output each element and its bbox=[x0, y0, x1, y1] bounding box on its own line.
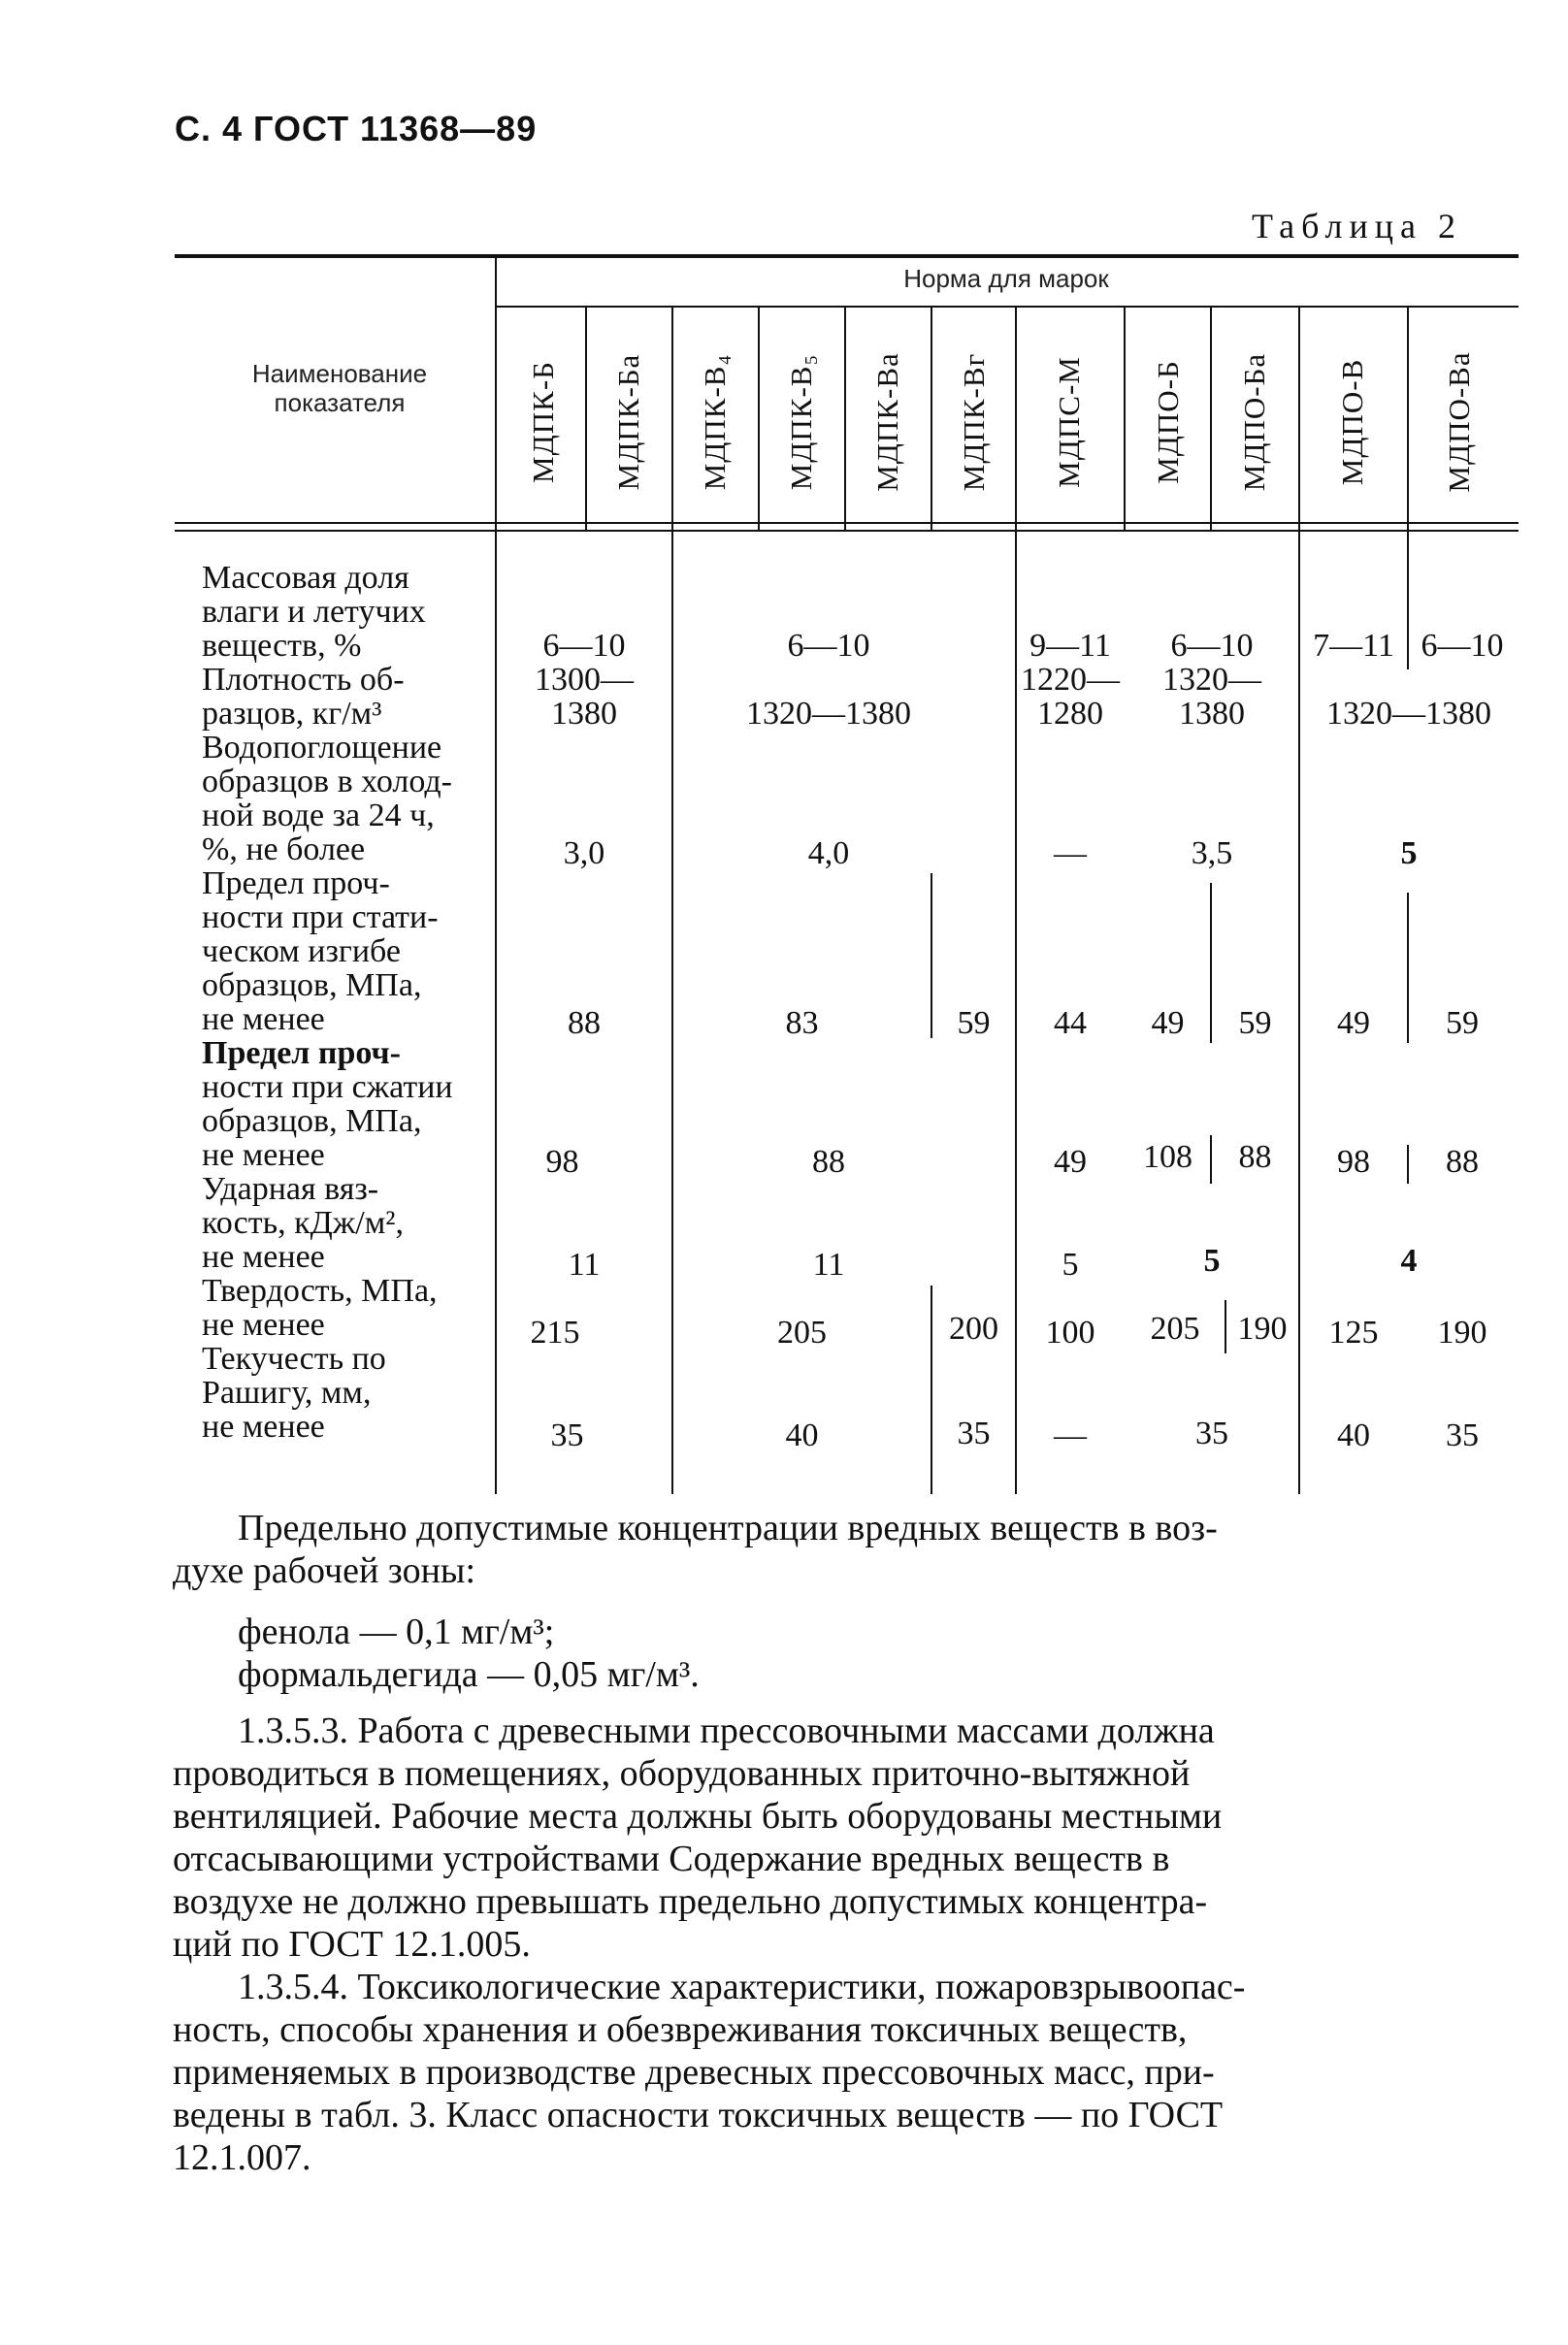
page-header: С. 4 ГОСТ 11368—89 bbox=[175, 109, 538, 148]
mark-header: МДПК-Б bbox=[526, 361, 560, 483]
mark-header: МДПК-Ва bbox=[870, 352, 904, 492]
cell-value: 1380 bbox=[551, 696, 617, 732]
cell-value: 4,0 bbox=[807, 835, 850, 871]
cell-value: 1300— bbox=[535, 662, 634, 698]
row-label-line: Текучесть по bbox=[202, 1341, 386, 1377]
row-label-line: ной воде за 24 ч, bbox=[202, 798, 435, 833]
cell-value: 98 bbox=[1337, 1144, 1370, 1180]
norm-header-rule bbox=[497, 306, 1519, 308]
cell-value: 3,0 bbox=[563, 835, 605, 871]
row-label-line: не менее bbox=[202, 1307, 325, 1343]
cell-value: 200 bbox=[949, 1311, 998, 1347]
cell-value: 88 bbox=[568, 1005, 601, 1041]
row-label-line: ности при сжатии bbox=[202, 1069, 453, 1105]
row-label-line: не менее bbox=[202, 1137, 325, 1173]
row-label-line: Предел проч- bbox=[202, 865, 390, 901]
cell-value: 1380 bbox=[1179, 696, 1245, 732]
cell-value: 59 bbox=[957, 1005, 991, 1041]
cell-value: 190 bbox=[1437, 1315, 1487, 1351]
row-label-line: образцов, МПа, bbox=[202, 1103, 422, 1139]
cell-value: 1220— bbox=[1021, 662, 1120, 698]
row-label-line: Плотность об- bbox=[202, 662, 405, 698]
mark-header: МДПК-Вг bbox=[957, 352, 991, 492]
row-label-line: образцов в холод- bbox=[202, 764, 452, 799]
cell-value: 88 bbox=[812, 1144, 845, 1180]
cell-value: 98 bbox=[545, 1144, 579, 1180]
row-label-line: не менее bbox=[202, 1409, 325, 1445]
cell-value: 205 bbox=[1150, 1311, 1200, 1347]
mark-header: МДПС-М bbox=[1052, 356, 1086, 488]
cell-value: 11 bbox=[812, 1247, 845, 1283]
cell-value: 6—10 bbox=[787, 628, 870, 664]
text-line: Предельно допустимые концентрации вредных веществ в воз- bbox=[238, 1508, 1218, 1548]
cell-value: 7—11 bbox=[1313, 628, 1394, 664]
text-line: 1.3.5.3. Работа с древесными прессовочными массами должна bbox=[238, 1710, 1215, 1751]
mark-divider bbox=[1407, 306, 1409, 530]
text-line: ций по ГОСТ 12.1.005. bbox=[173, 1924, 531, 1965]
cell-value: 88 bbox=[1238, 1139, 1272, 1175]
text-line: 1.3.5.4. Токсикологические характеристики, пожаровзрывоопас- bbox=[238, 1967, 1246, 2007]
cell-value: 205 bbox=[777, 1315, 827, 1351]
row-label-line: Рашигу, мм, bbox=[202, 1375, 372, 1411]
text-line: воздухе не должно превышать предельно допустимых концентра- bbox=[173, 1881, 1208, 1922]
row-label-line: не менее bbox=[202, 1001, 325, 1037]
cell-value: 1280 bbox=[1037, 696, 1103, 732]
row-label-line: образцов, МПа, bbox=[202, 967, 422, 1003]
row-label-line: ческом изгибе bbox=[202, 933, 401, 969]
mark-header: МДПО-Б bbox=[1151, 360, 1185, 484]
row-label-line: влаги и летучих bbox=[202, 594, 426, 630]
cell-value: 35 bbox=[957, 1416, 991, 1451]
name-column-header: Наименование показателя bbox=[251, 359, 428, 417]
cell-value: 1320—1380 bbox=[1326, 696, 1491, 732]
cell-value: 5 bbox=[1203, 1243, 1221, 1279]
mark-header: МДПО-Ба bbox=[1237, 352, 1271, 492]
text-line: применяемых в производстве древесных прессовочных масс, при- bbox=[173, 2052, 1215, 2093]
text-line: ность, способы хранения и обезвреживания токсичных веществ, bbox=[173, 2009, 1188, 2050]
cell-value: 3,5 bbox=[1191, 835, 1233, 871]
mark-header: МДПК-Ба bbox=[611, 353, 645, 491]
cell-value: 1320—1380 bbox=[746, 696, 911, 732]
cell-value: 83 bbox=[785, 1005, 819, 1041]
cell-value: 4 bbox=[1400, 1243, 1418, 1279]
header-divider bbox=[495, 254, 497, 530]
text-line: формальдегида — 0,05 мг/м³. bbox=[238, 1654, 700, 1695]
cell-value: 5 bbox=[1062, 1247, 1079, 1283]
table-top-rule bbox=[175, 254, 1519, 258]
row-label-line: Ударная вяз- bbox=[202, 1171, 379, 1207]
cell-value: 49 bbox=[1054, 1144, 1087, 1180]
cell-value: 59 bbox=[1446, 1005, 1479, 1041]
header-bottom-rule-2 bbox=[175, 530, 1519, 532]
mark-header: МДПО-Ва bbox=[1442, 351, 1476, 493]
cell-value: 35 bbox=[550, 1417, 584, 1453]
cell-value: 40 bbox=[1337, 1417, 1370, 1453]
cell-value: 49 bbox=[1337, 1005, 1370, 1041]
text-line: отсасывающими устройствами Содержание вредных веществ в bbox=[173, 1839, 1170, 1879]
body-divider bbox=[1407, 532, 1409, 629]
row-label-line: %, не более bbox=[202, 831, 366, 867]
cell-value: 59 bbox=[1238, 1005, 1272, 1041]
text-line: вентиляцией. Рабочие места должны быть оборудованы местными bbox=[173, 1796, 1223, 1837]
row-label-line: Водопоглощение bbox=[202, 730, 442, 765]
cell-value: 6—10 bbox=[1421, 628, 1504, 664]
cell-value: 5 bbox=[1400, 835, 1418, 871]
cell-value: 108 bbox=[1143, 1139, 1192, 1175]
text-line: духе рабочей зоны: bbox=[173, 1550, 475, 1591]
row-label-line: кость, кДж/м², bbox=[202, 1205, 404, 1241]
row-label-line: ности при стати- bbox=[202, 899, 439, 935]
row-label-line: не менее bbox=[202, 1239, 325, 1275]
cell-value: — bbox=[1054, 1417, 1087, 1453]
cell-value: 6—10 bbox=[1170, 628, 1254, 664]
cell-value: 35 bbox=[1195, 1416, 1228, 1451]
row-label-line: Предел проч- bbox=[202, 1035, 401, 1071]
text-line: ведены в табл. 3. Класс опасности токсичных веществ — по ГОСТ bbox=[173, 2095, 1224, 2135]
mark-divider bbox=[1298, 306, 1300, 530]
cell-value: 125 bbox=[1328, 1315, 1379, 1351]
cell-value: 49 bbox=[1151, 1005, 1185, 1041]
norm-header: Норма для марок bbox=[903, 264, 1109, 293]
cell-value: 44 bbox=[1054, 1005, 1087, 1041]
cell-value: 6—10 bbox=[542, 628, 626, 664]
cell-value: 1320— bbox=[1162, 662, 1261, 698]
table-caption: Таблица 2 bbox=[1252, 207, 1462, 245]
row-label-line: Массовая доля bbox=[202, 560, 409, 596]
row-label-line: разцов, кг/м³ bbox=[202, 696, 382, 732]
cell-value: 190 bbox=[1237, 1311, 1288, 1347]
cell-value: 9—11 bbox=[1029, 628, 1111, 664]
mark-header: МДПО-В bbox=[1335, 358, 1369, 486]
cell-value: 40 bbox=[785, 1417, 819, 1453]
mark-header: МДПК-В₅ bbox=[784, 353, 818, 491]
row-label-line: Твердость, МПа, bbox=[202, 1273, 438, 1309]
cell-value: — bbox=[1054, 835, 1087, 871]
cell-value: 215 bbox=[530, 1315, 580, 1351]
mark-header: МДПК-В₄ bbox=[698, 353, 732, 491]
cell-value: 100 bbox=[1045, 1315, 1095, 1351]
text-line: фенола — 0,1 мг/м³; bbox=[238, 1612, 555, 1652]
cell-value: 11 bbox=[568, 1247, 601, 1283]
cell-value: 88 bbox=[1446, 1144, 1479, 1180]
row-label-line: веществ, % bbox=[202, 628, 362, 664]
text-line: 12.1.007. bbox=[173, 2137, 311, 2178]
cell-value: 35 bbox=[1446, 1417, 1479, 1453]
text-line: проводиться в помещениях, оборудованных приточно-вытяжной bbox=[173, 1753, 1191, 1794]
